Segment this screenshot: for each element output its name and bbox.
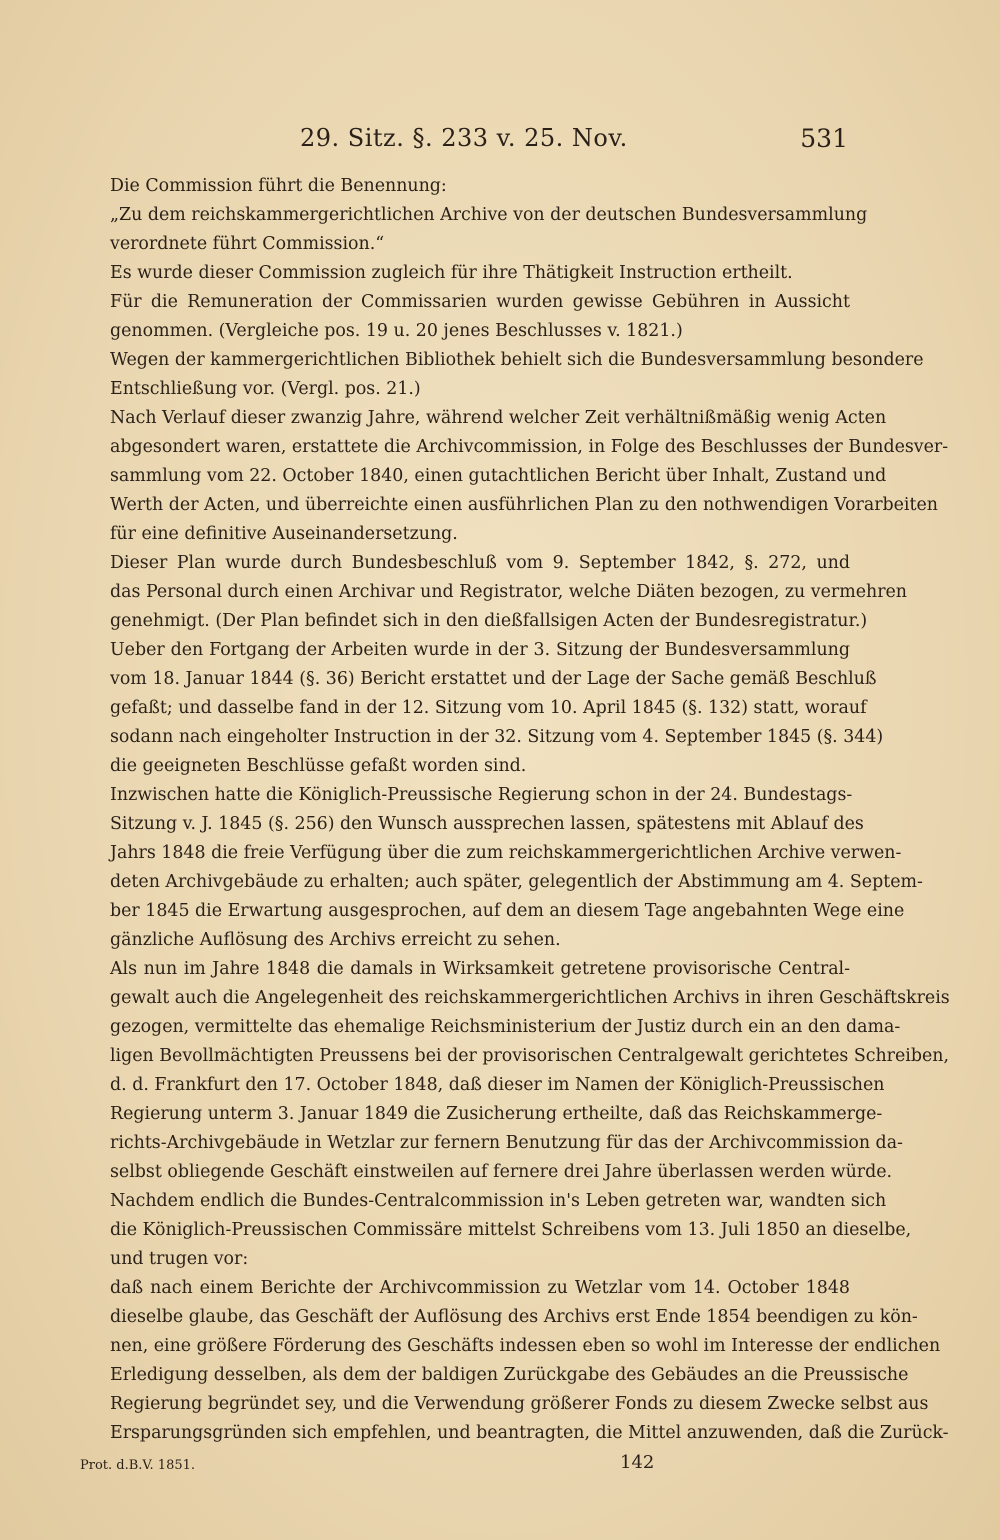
page-footer	[0, 1452, 1000, 1482]
text-line: nen, eine größere Förderung des Geschäfts indessen eben so wohl im Interesse der endlichen	[110, 1336, 941, 1356]
body-text	[110, 172, 950, 1448]
paragraph	[110, 404, 949, 549]
page-number: 531	[800, 124, 848, 153]
text-line: Jahrs 1848 die freie Verfügung über die zum reichskammergerichtlichen Archive verwen-	[110, 843, 902, 863]
text-line: Die Commission führt die Benennung:	[110, 176, 447, 196]
running-head: 29. Sitz. §. 233 v. 25. Nov.	[300, 124, 628, 152]
text-line: für eine definitive Auseinandersetzung.	[110, 524, 458, 544]
footer-protocol-reference: Prot. d.B.V. 1851.	[80, 1458, 196, 1473]
text-line: „Zu dem reichskammergerichtlichen Archive von der deutschen Bundesversammlung	[110, 205, 868, 225]
text-line: Inzwischen hatte die Königlich-Preussische Regierung schon in der 24. Bundestags-	[110, 785, 853, 805]
paragraph	[110, 201, 868, 259]
text-line: ber 1845 die Erwartung ausgesprochen, auf dem an diesem Tage angebahnten Wege eine	[110, 901, 905, 921]
text-line: Für die Remuneration der Commissarien wurden gewisse Gebühren in Aussicht	[110, 292, 850, 312]
text-line: gefaßt; und dasselbe fand in der 12. Sitzung vom 10. April 1845 (§. 132) statt, worauf	[110, 698, 867, 718]
text-line: Als nun im Jahre 1848 die damals in Wirksamkeit getretene provisorische Central-	[110, 959, 850, 979]
text-line: Werth der Acten, und überreichte einen ausführlichen Plan zu den nothwendigen Vorarbeiten	[110, 495, 938, 515]
text-line: ligen Bevollmächtigten Preussens bei der provisorischen Centralgewalt gerichtetes Schreiben,	[110, 1046, 950, 1066]
text-line: und trugen vor:	[110, 1249, 249, 1269]
paragraph	[110, 955, 950, 1187]
text-line: das Personal durch einen Archivar und Registrator, welche Diäten bezogen, zu vermehren	[110, 582, 908, 602]
text-line: Ersparungsgründen sich empfehlen, und beantragten, die Mittel anzuwenden, daß die Zurück-	[110, 1423, 949, 1443]
text-line: Nachdem endlich die Bundes-Centralcommission in's Leben getreten war, wandten sich	[110, 1191, 887, 1211]
text-line: die geeigneten Beschlüsse gefaßt worden sind.	[110, 756, 527, 776]
paragraph	[110, 1187, 912, 1274]
text-line: Sitzung v. J. 1845 (§. 256) den Wunsch aussprechen lassen, spätestens mit Ablauf des	[110, 814, 864, 834]
text-line: daß nach einem Berichte der Archivcommission zu Wetzlar vom 14. October 1848	[110, 1278, 850, 1298]
text-line: abgesondert waren, erstattete die Archivcommission, in Folge des Beschlusses der Bundesver-	[110, 437, 949, 457]
paragraph	[110, 259, 850, 288]
text-line: Ueber den Fortgang der Arbeiten wurde in der 3. Sitzung der Bundesversammlung	[110, 640, 850, 660]
text-line: gezogen, vermittelte das ehemalige Reichsministerium der Justiz durch ein an den dama-	[110, 1017, 901, 1037]
text-line: deten Archivgebäude zu erhalten; auch später, gelegentlich der Abstimmung am 4. Septem-	[110, 872, 923, 892]
paragraph	[110, 346, 924, 404]
text-line: genommen. (Vergleiche pos. 19 u. 20 jenes Beschlusses v. 1821.)	[110, 321, 683, 341]
text-line: sammlung vom 22. October 1840, einen gutachtlichen Bericht über Inhalt, Zustand und	[110, 466, 887, 486]
text-line: gänzliche Auflösung des Archivs erreicht zu sehen.	[110, 930, 561, 950]
text-line: sodann nach eingeholter Instruction in der 32. Sitzung vom 4. September 1845 (§. 344)	[110, 727, 884, 747]
text-line: Nach Verlauf dieser zwanzig Jahre, während welcher Zeit verhältnißmäßig wenig Acten	[110, 408, 887, 428]
text-line: gewalt auch die Angelegenheit des reichskammergerichtlichen Archivs in ihren Geschäftskreis	[110, 988, 950, 1008]
text-line: selbst obliegende Geschäft einstweilen auf fernere drei Jahre überlassen werden würde.	[110, 1162, 893, 1182]
text-line: Es wurde dieser Commission zugleich für ihre Thätigkeit Instruction ertheilt.	[110, 263, 793, 283]
text-line: die Königlich-Preussischen Commissäre mittelst Schreibens vom 13. Juli 1850 an dieselbe,	[110, 1220, 912, 1240]
paragraph	[110, 781, 923, 955]
text-line: vom 18. Januar 1844 (§. 36) Bericht erstattet und der Lage der Sache gemäß Beschluß	[110, 669, 877, 689]
text-line: Regierung unterm 3. Januar 1849 die Zusicherung ertheilte, daß das Reichskammerge-	[110, 1104, 883, 1124]
paragraph	[110, 549, 908, 636]
text-line: d. d. Frankfurt den 17. October 1848, daß dieser im Namen der Königlich-Preussischen	[110, 1075, 885, 1095]
sheet-signature: 142	[620, 1452, 655, 1473]
text-line: dieselbe glaube, das Geschäft der Auflösung des Archivs erst Ende 1854 beendigen zu kön-	[110, 1307, 918, 1327]
text-line: Regierung begründet sey, und die Verwendung größerer Fonds zu diesem Zwecke selbst aus	[110, 1394, 929, 1414]
text-line: verordnete führt Commission.“	[110, 234, 385, 254]
text-line: Entschließung vor. (Vergl. pos. 21.)	[110, 379, 421, 399]
text-line: Wegen der kammergerichtlichen Bibliothek behielt sich die Bundesversammlung besondere	[110, 350, 924, 370]
paragraph	[110, 172, 850, 201]
text-line: Dieser Plan wurde durch Bundesbeschluß vom 9. September 1842, §. 272, und	[110, 553, 850, 573]
text-line: Erledigung desselben, als dem der baldigen Zurückgabe des Gebäudes an die Preussische	[110, 1365, 909, 1385]
paragraph	[110, 636, 884, 781]
paragraph	[110, 288, 850, 346]
page-header	[0, 118, 1000, 158]
text-line: richts-Archivgebäude in Wetzlar zur fernern Benutzung für das der Archivcommission da-	[110, 1133, 903, 1153]
paragraph	[110, 1274, 949, 1448]
text-line: genehmigt. (Der Plan befindet sich in den dießfallsigen Acten der Bundesregistratur.)	[110, 611, 868, 631]
